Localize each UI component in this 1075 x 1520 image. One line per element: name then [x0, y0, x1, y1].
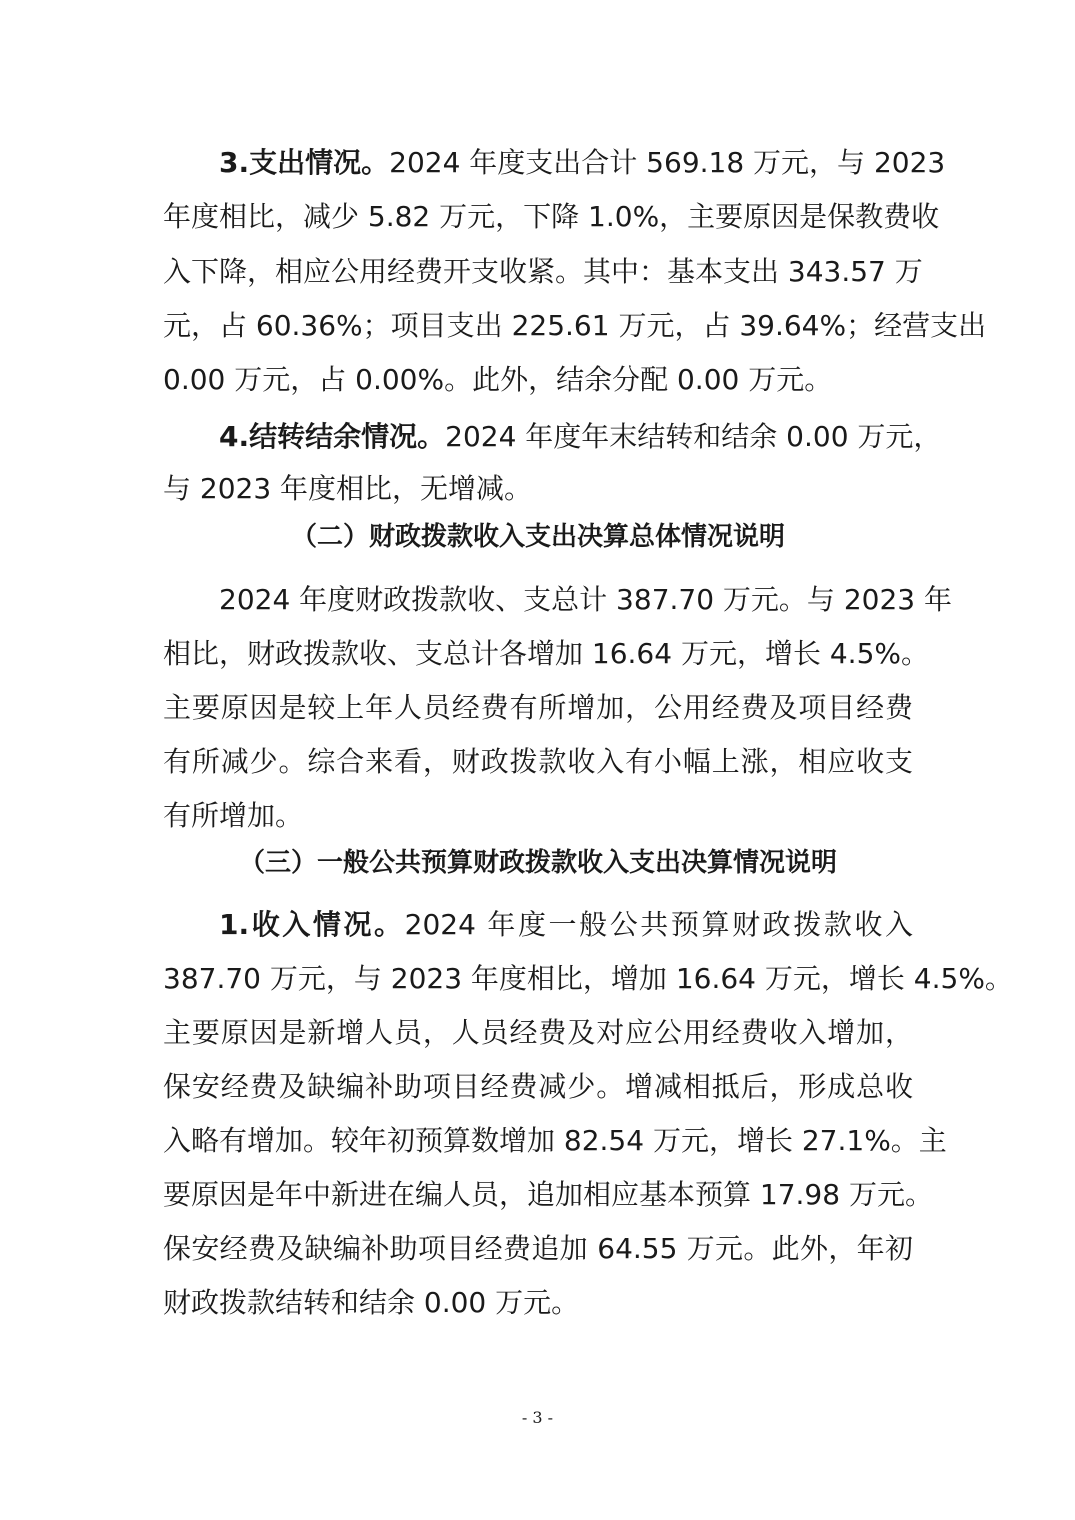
text-line: 保安经费及缺编补助项目经费追加 64.55 万元。此外，年初 [163, 1232, 913, 1265]
text-line: 相比，财政拨款收、支总计各增加 16.64 万元，增长 4.5%。 [163, 637, 929, 670]
section-title: 4.结转结余情况。 [219, 420, 446, 453]
text-line: 与 2023 年度相比，无增减。 [163, 472, 533, 505]
text-line: 年度相比，减少 5.82 万元，下降 1.0%，主要原因是保教费收 [163, 200, 940, 233]
text-line: 387.70 万元，与 2023 年度相比，增加 16.64 万元，增长 4.5%。 [163, 962, 1013, 995]
text-line: 保安经费及缺编补助项目经费减少。增减相抵后，形成总收 [163, 1070, 913, 1103]
section-title: 3.支出情况。 [219, 146, 390, 179]
text-line: 要原因是年中新进在编人员，追加相应基本预算 17.98 万元。 [163, 1178, 933, 1211]
text-line: 元，占 60.36%；项目支出 225.61 万元，占 39.64%；经营支出 [163, 309, 987, 342]
page-number: - 3 - [521, 1408, 554, 1427]
section-heading: （二）财政拨款收入支出决算总体情况说明 [290, 522, 785, 552]
text-line: 2024 年度财政拨款收、支总计 387.70 万元。与 2023 年 [219, 583, 952, 616]
text-line: 有所增加。 [163, 799, 304, 832]
text-line: 入下降，相应公用经费开支收紧。其中：基本支出 343.57 万 [163, 255, 923, 288]
text-line: 入略有增加。较年初预算数增加 82.54 万元，增长 27.1%。主 [163, 1124, 947, 1157]
section-heading: （三）一般公共预算财政拨款收入支出决算情况说明 [238, 848, 837, 878]
text-line: 0.00 万元，占 0.00%。此外，结余分配 0.00 万元。 [163, 363, 833, 396]
text-line: 1.收入情况。2024 年度一般公共预算财政拨款收入 [219, 908, 913, 941]
text-line: 有所减少。综合来看，财政拨款收入有小幅上涨，相应收支 [163, 745, 913, 778]
text-line: 主要原因是较上年人员经费有所增加，公用经费及项目经费 [163, 691, 913, 724]
text-line: 4.结转结余情况。2024 年度年末结转和结余 0.00 万元， [219, 420, 942, 453]
section-title: 1.收入情况。 [219, 908, 405, 941]
text-line: 主要原因是新增人员，人员经费及对应公用经费收入增加， [163, 1016, 913, 1049]
text-line: 财政拨款结转和结余 0.00 万元。 [163, 1286, 580, 1319]
text-line: 3.支出情况。2024 年度支出合计 569.18 万元，与 2023 [219, 146, 946, 179]
